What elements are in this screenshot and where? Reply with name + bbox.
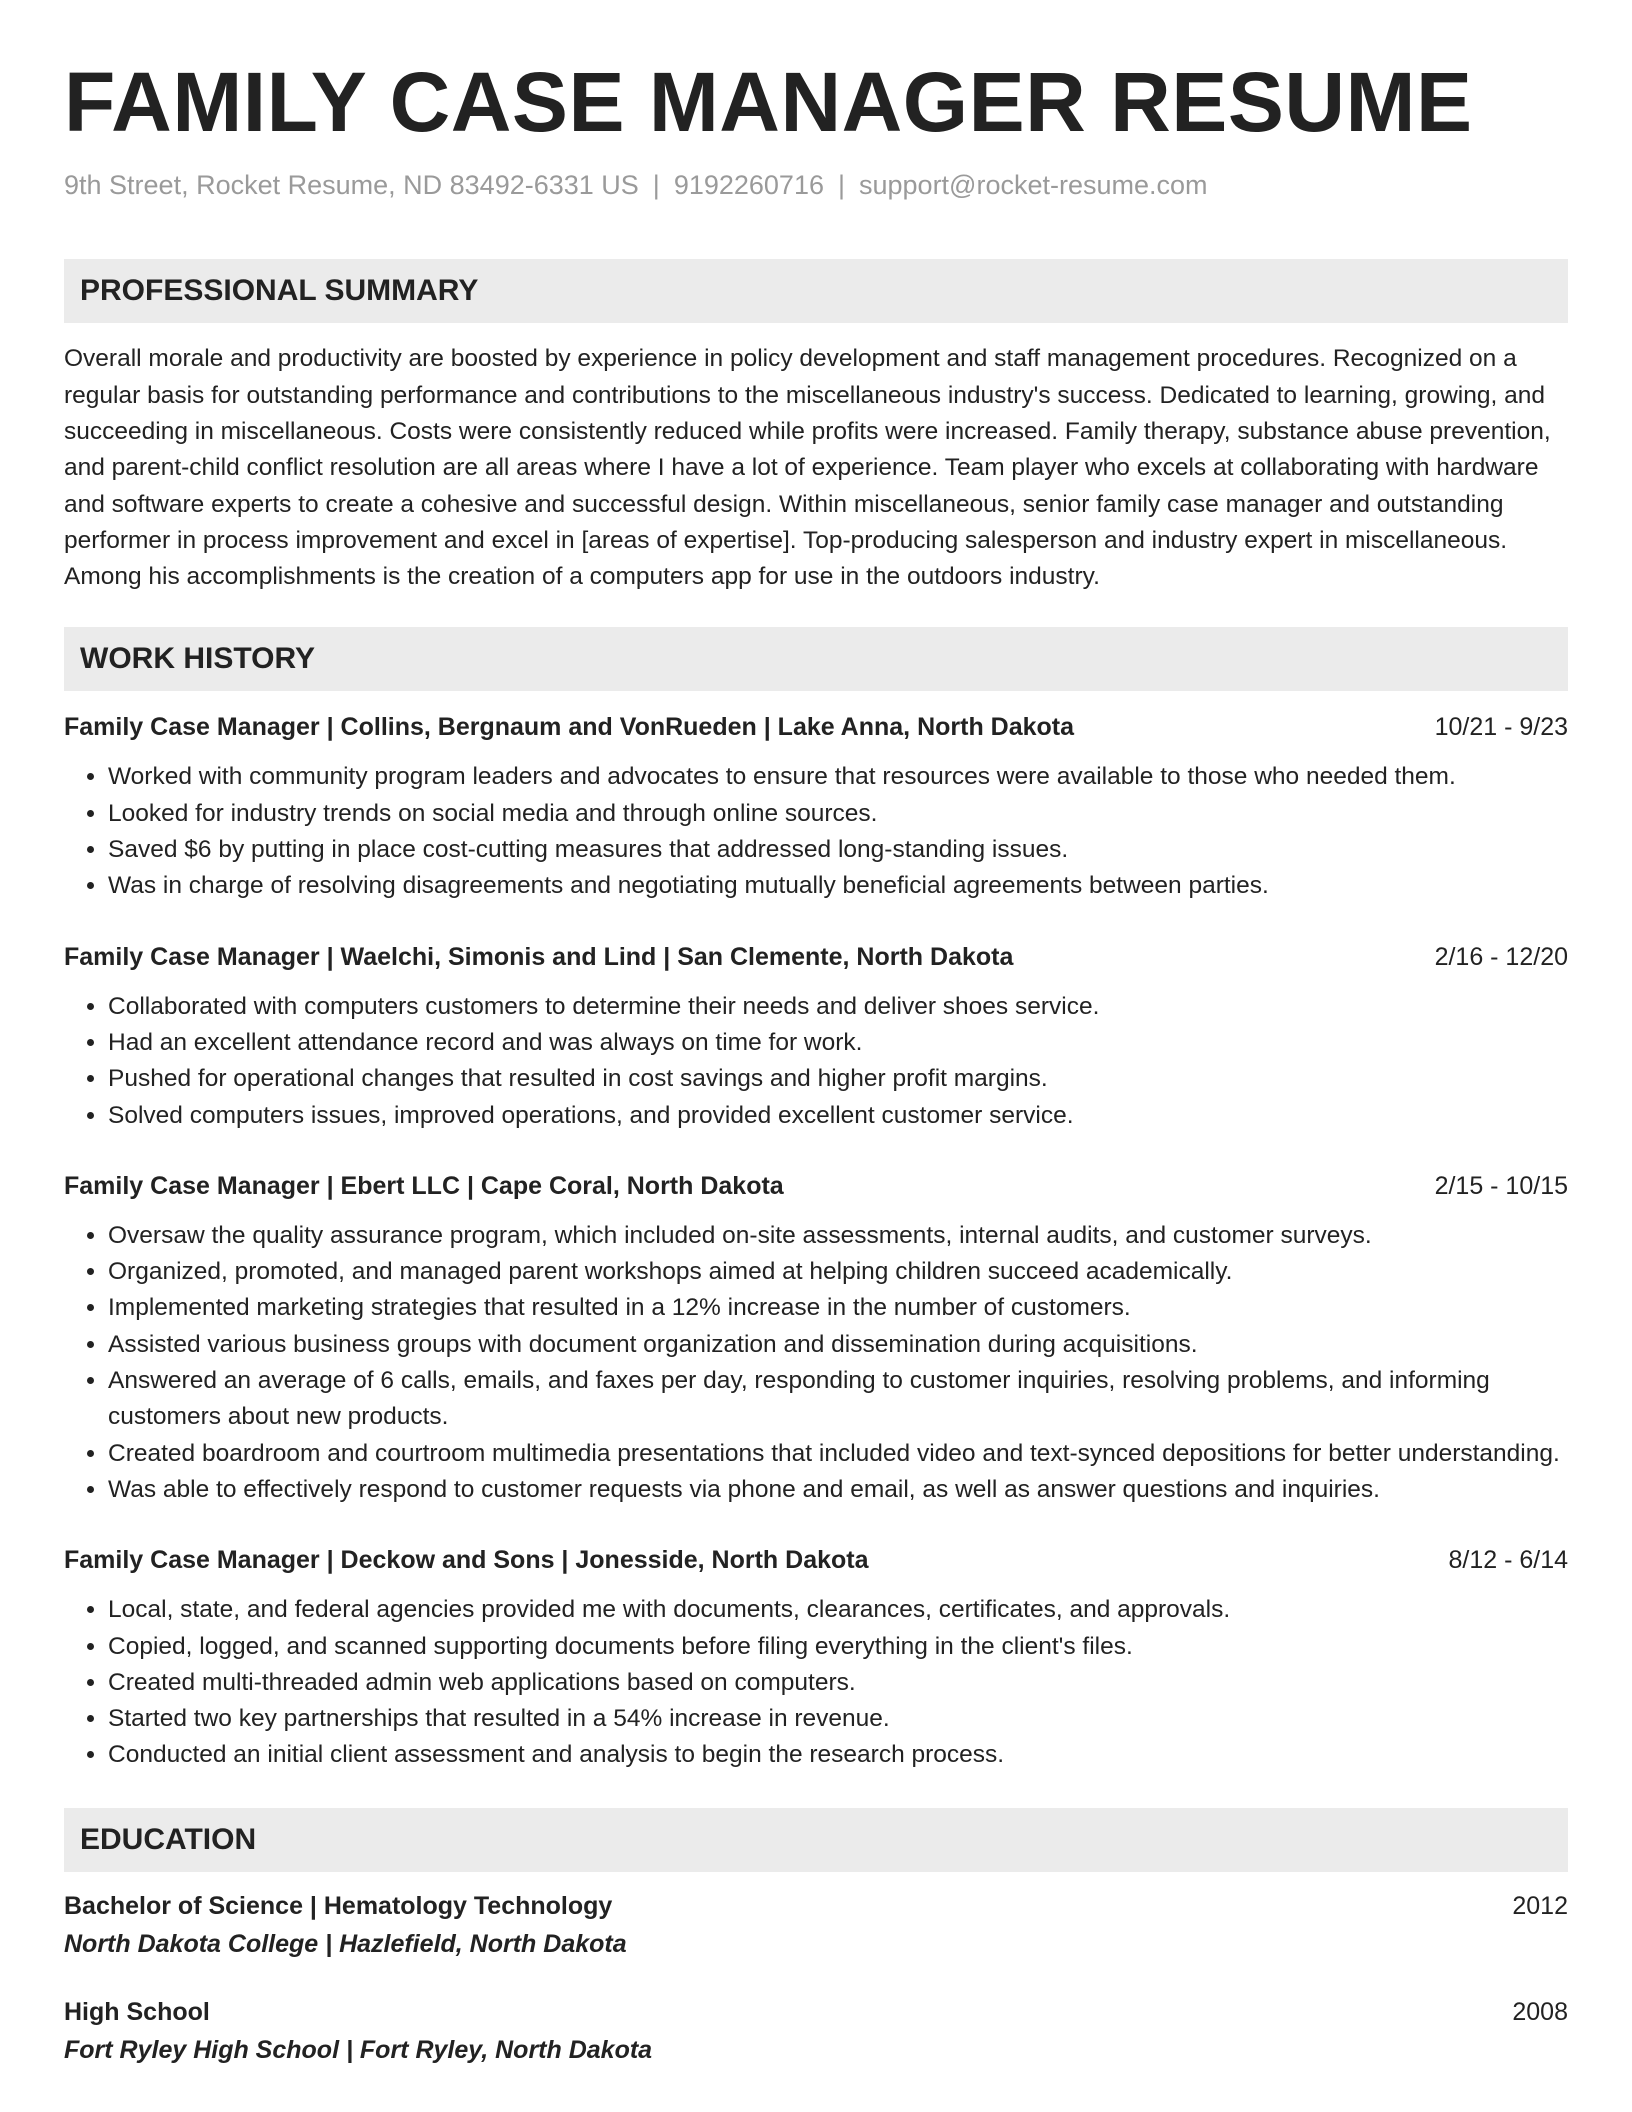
education-year: 2012 [1512, 1891, 1568, 1920]
education-entry [64, 1888, 1568, 1964]
job-bullet: • Conducted an initial client assessment and analysis to begin the research process. [108, 1737, 1568, 1773]
job-bullet: • Was able to effectively respond to customer requests via phone and email, as well as answer questions and inquiries. [108, 1472, 1568, 1508]
job-bullet: • Created boardroom and courtroom multimedia presentations that included video and text-synced depositions for better understanding. [108, 1436, 1568, 1472]
job-dates: 10/21 - 9/23 [1434, 713, 1568, 742]
job-dates: 2/16 - 12/20 [1434, 942, 1568, 971]
job-bullet: • Assisted various business groups with document organization and dissemination during acquisitions. [108, 1327, 1568, 1363]
job-bullet: • Implemented marketing strategies that resulted in a 12% increase in the number of customers. [108, 1290, 1568, 1326]
job-dates: 2/15 - 10/15 [1434, 1171, 1568, 1200]
education-section [64, 1808, 1568, 2070]
job-entry [64, 939, 1568, 1134]
contact-phone: 9192260716 [673, 170, 824, 201]
job-bullet: • Answered an average of 6 calls, emails, and faxes per day, responding to customer inquiries, resolving problems, and informing customers about new products. [108, 1363, 1568, 1436]
job-dates: 8/12 - 6/14 [1448, 1546, 1568, 1575]
job-entry [64, 1168, 1568, 1508]
job-title: Family Case Manager | Waelchi, Simonis and Lind | San Clemente, North Dakota [64, 942, 1014, 971]
education-degree: Bachelor of Science | Hematology Technology [64, 1891, 613, 1920]
contact-separator: | [652, 170, 660, 201]
job-entry [64, 709, 1568, 904]
job-title: Family Case Manager | Ebert LLC | Cape Coral, North Dakota [64, 1171, 784, 1200]
education-school: North Dakota College | Hazlefield, North Dakota [64, 1929, 627, 1958]
job-title: Family Case Manager | Deckow and Sons | Jonesside, North Dakota [64, 1546, 869, 1575]
job-header [64, 939, 1568, 975]
job-bullet: • Local, state, and federal agencies provided me with documents, clearances, certificates, and approvals. [108, 1592, 1568, 1628]
contact-address: 9th Street, Rocket Resume, ND 83492-6331 US [64, 170, 639, 201]
job-title: Family Case Manager | Collins, Bergnaum and VonRueden | Lake Anna, North Dakota [64, 713, 1075, 742]
job-bullet: • Organized, promoted, and managed parent workshops aimed at helping children succeed academically. [108, 1254, 1568, 1290]
education-degree: High School [64, 1997, 210, 2026]
job-header [64, 1542, 1568, 1578]
job-bullet: • Pushed for operational changes that resulted in cost savings and higher profit margins. [108, 1061, 1568, 1097]
section-heading-education: EDUCATION [64, 1808, 1568, 1872]
job-entry [64, 1542, 1568, 1773]
job-bullet: • Oversaw the quality assurance program, which included on-site assessments, internal audits, and customer surveys. [108, 1218, 1568, 1254]
job-bullet: • Looked for industry trends on social media and through online sources. [108, 796, 1568, 832]
job-bullets [64, 1592, 1568, 1773]
work-history-section [64, 627, 1568, 1773]
job-bullets [64, 1218, 1568, 1508]
job-bullets [64, 989, 1568, 1134]
job-bullets [64, 759, 1568, 904]
job-bullet: • Started two key partnerships that resulted in a 54% increase in revenue. [108, 1701, 1568, 1737]
education-school: Fort Ryley High School | Fort Ryley, North Dakota [64, 2035, 653, 2064]
job-bullet: • Created multi-threaded admin web applications based on computers. [108, 1665, 1568, 1701]
job-header [64, 709, 1568, 745]
summary-text: Overall morale and productivity are boosted by experience in policy development and staff management procedures. Recognized on a regular basis for outstanding performance and contributions to the miscellaneous industry's success. Dedicated to learning, growing, and succeeding in miscellaneous. Costs were consistently reduced while profits were increased. Family therapy, substance abuse prevention, and parent-child conflict resolution are all areas where I have a lot of experience. Team player who excels at collaborating with hardware and software experts to create a cohesive and successful design. Within miscellaneous, senior family case manager and outstanding performer in process improvement and excel in [areas of expertise]. Top-producing salesperson and industry expert in miscellaneous. Among his accomplishments is the creation of a computers app for use in the outdoors industry. [64, 345, 1551, 591]
job-bullet: • Solved computers issues, improved operations, and provided excellent customer service. [108, 1098, 1568, 1134]
education-entry [64, 1994, 1568, 2070]
job-bullet: • Copied, logged, and scanned supporting documents before filing everything in the client's files. [108, 1629, 1568, 1665]
resume-title: FAMILY CASE MANAGER RESUME [64, 55, 1473, 149]
contact-separator: | [837, 170, 845, 201]
job-header [64, 1168, 1568, 1204]
education-header [64, 1994, 1568, 2030]
contact-line [64, 170, 1568, 201]
job-bullet: • Saved $6 by putting in place cost-cutting measures that addressed long-standing issues. [108, 832, 1568, 868]
job-bullet: • Had an excellent attendance record and was always on time for work. [108, 1025, 1568, 1061]
education-header [64, 1888, 1568, 1924]
section-heading-work-history: WORK HISTORY [64, 627, 1568, 691]
professional-summary-section [64, 259, 1568, 595]
education-year: 2008 [1512, 1997, 1568, 2026]
job-bullet: • Was in charge of resolving disagreements and negotiating mutually beneficial agreements between parties. [108, 868, 1568, 904]
section-heading-summary: PROFESSIONAL SUMMARY [64, 259, 1568, 323]
job-bullet: • Worked with community program leaders and advocates to ensure that resources were available to those who needed them. [108, 759, 1568, 795]
job-bullet: • Collaborated with computers customers to determine their needs and deliver shoes service. [108, 989, 1568, 1025]
contact-email: support@rocket-resume.com [859, 170, 1208, 201]
